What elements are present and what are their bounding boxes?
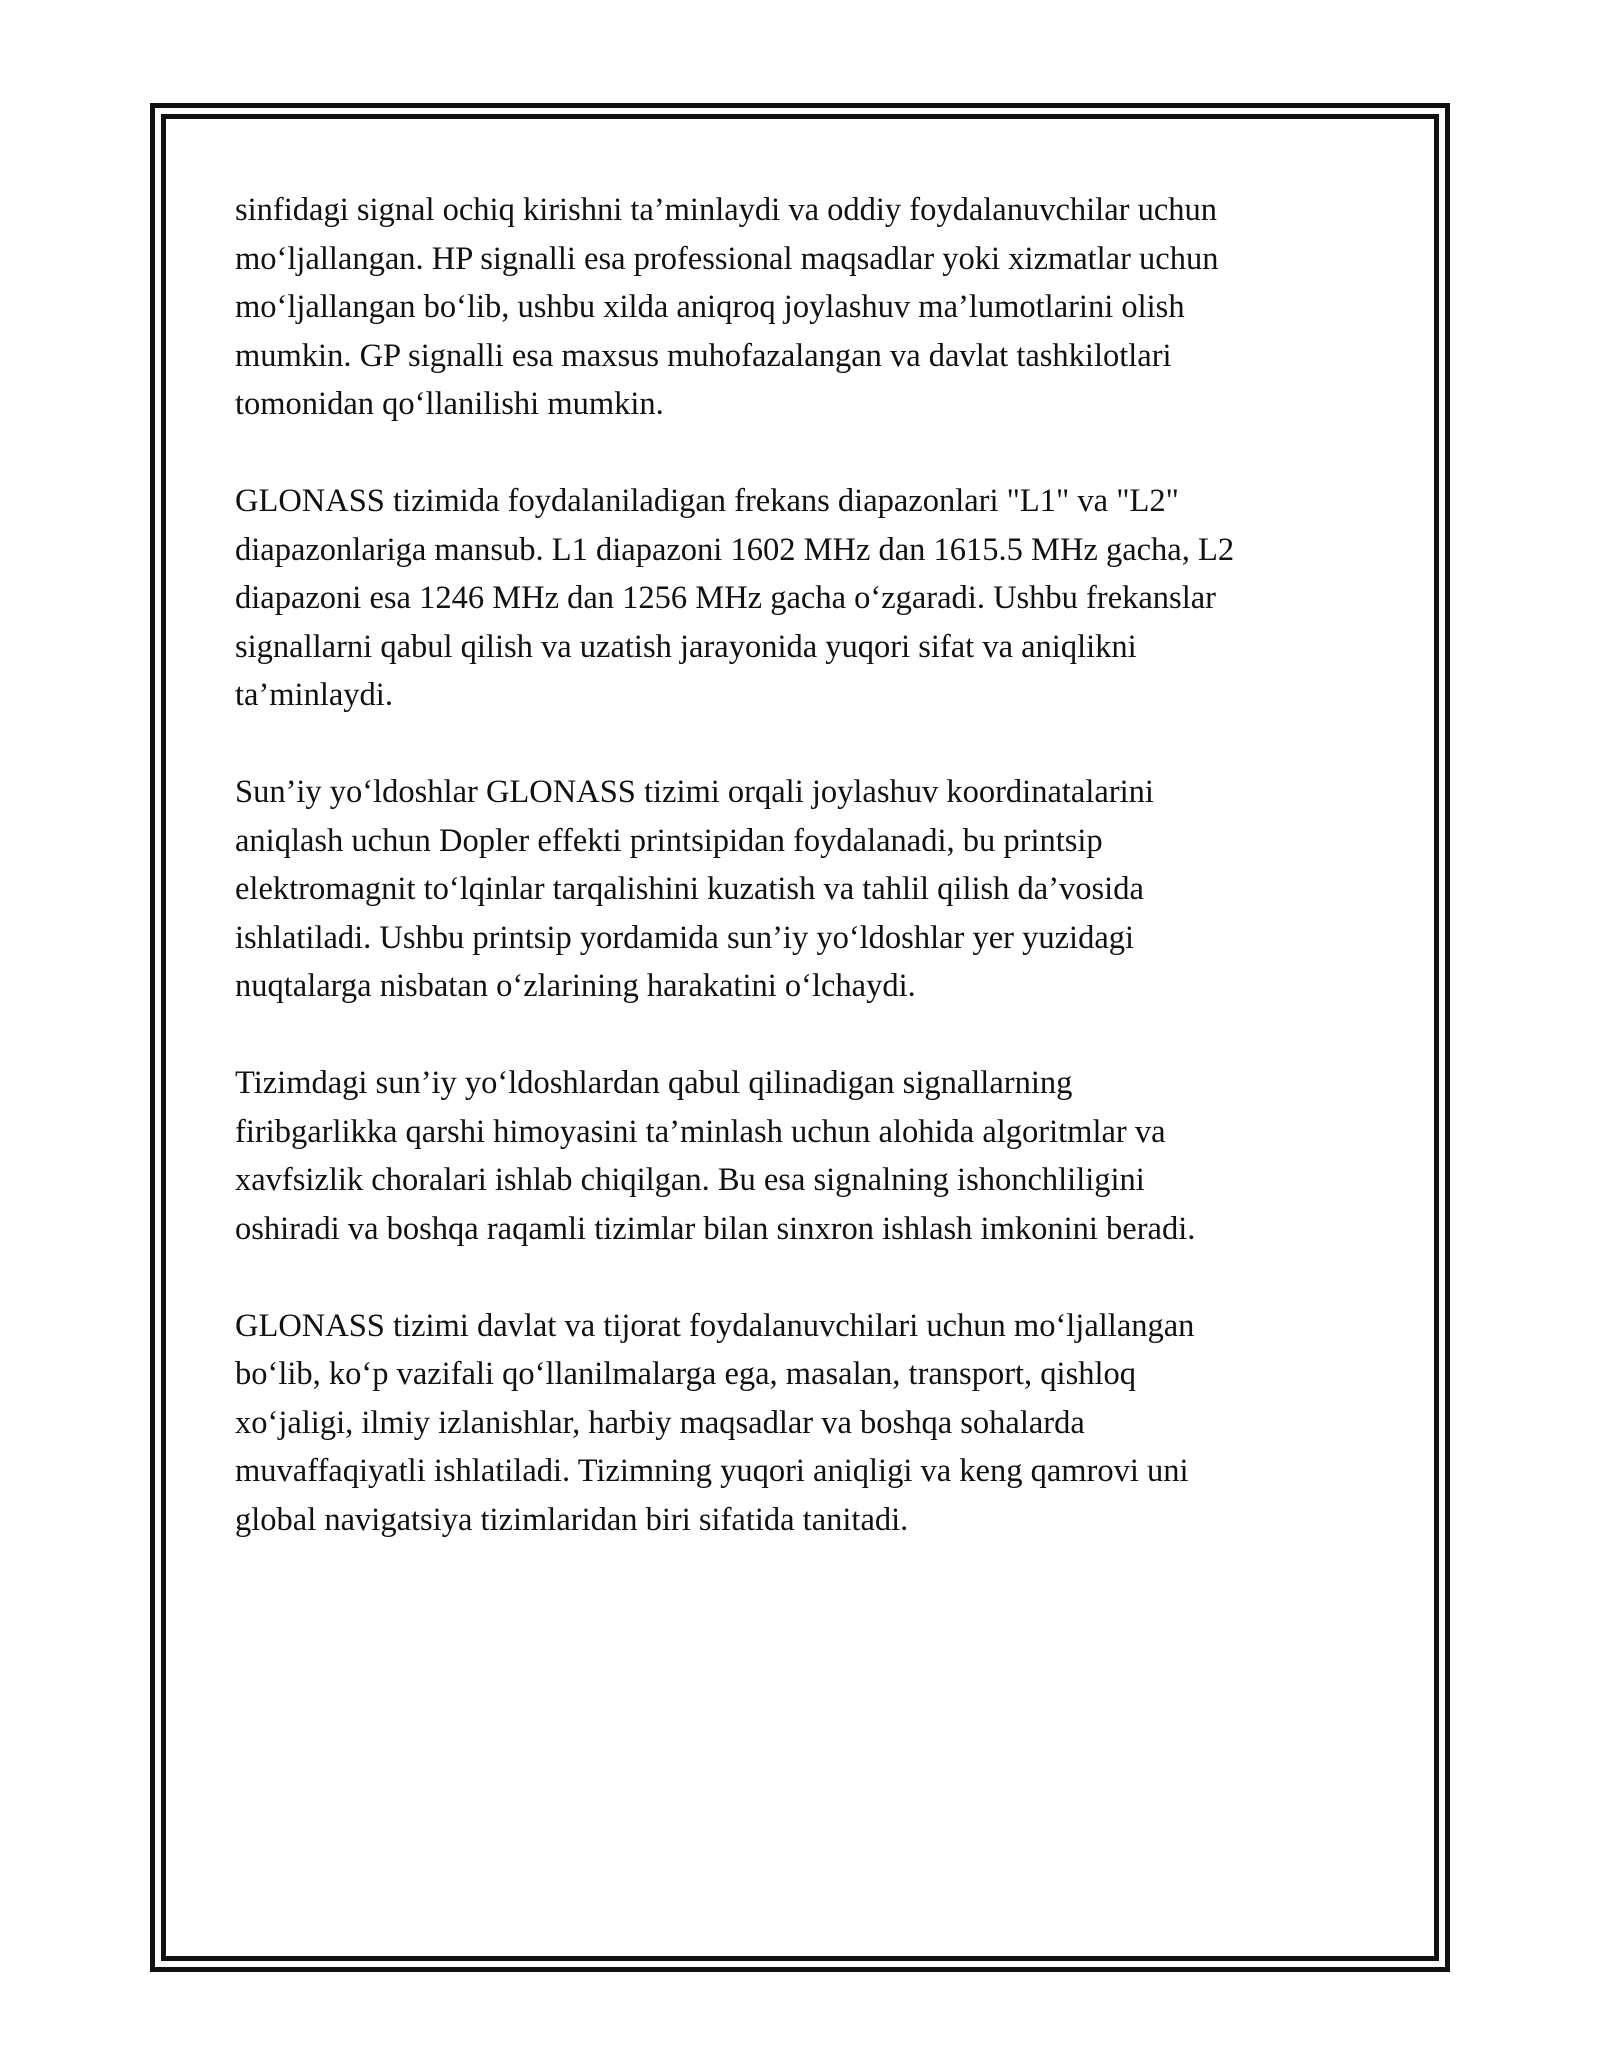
paragraph-frequency-bands: GLONASS tizimida foydalaniladigan frekans diapazonlari "L1" va "L2" diapazonlariga mansub. L1 diapazoni 1602 MHz dan 1615.5 MHz gacha, L2 diapazoni esa 1246 MHz dan 1256 MHz gacha o‘zgaradi. Ushbu frekanslar signallarni qabul qilish va uzatish jarayonida yuqori sifat va aniqlikni ta’minlaydi. [235, 483, 1235, 713]
paragraph-applications: GLONASS tizimi davlat va tijorat foydalanuvchilari uchun mo‘ljallangan bo‘lib, ko‘p vazifali qo‘llanilmalarga ega, masalan, transport, qishloq xo‘jaligi, ilmiy izlanishlar, harbiy maqsadlar va boshqa sohalarda muvaffaqiyatli ishlatiladi. Tizimning yuqori aniqligi va keng qamrovi uni global navigatsiya tizimlaridan biri sifatida tanitadi. [235, 1307, 1195, 1538]
paragraph-doppler-effect: Sun’iy yo‘ldoshlar GLONASS tizimi orqali joylashuv koordinatalarini aniqlash uchun Dopler effekti printsipidan foydalanadi, bu printsip elektromagnit to‘lqinlar tarqalishini kuzatish va tahlil qilish da’vosida ishlatiladi. Ushbu printsip yordamida sun’iy yo‘ldoshlar yer yuzidagi nuqtalarga nisbatan o‘zlarining harakatini o‘lchaydi. [235, 774, 1154, 1004]
document-body [235, 186, 1385, 1593]
paragraph-signal-classes: sinfidagi signal ochiq kirishni ta’minlaydi va oddiy foydalanuvchilar uchun mo‘ljallangan. HP signalli esa professional maqsadlar yoki xizmatlar uchun mo‘ljallangan bo‘lib, ushbu xilda aniqroq joylashuv ma’lumotlarini olish mumkin. GP signalli esa maxsus muhofazalangan va davlat tashkilotlari tomonidan qo‘llanilishi mumkin. [235, 192, 1219, 422]
paragraph-signal-protection: Tizimdagi sun’iy yo‘ldoshlardan qabul qilinadigan signallarning firibgarlikka qarshi himoyasini ta’minlash uchun alohida algoritmlar va xavfsizlik choralari ishlab chiqilgan. Bu esa signalning ishonchliligini oshiradi va boshqa raqamli tizimlar bilan sinxron ishlash imkonini beradi. [235, 1065, 1196, 1247]
